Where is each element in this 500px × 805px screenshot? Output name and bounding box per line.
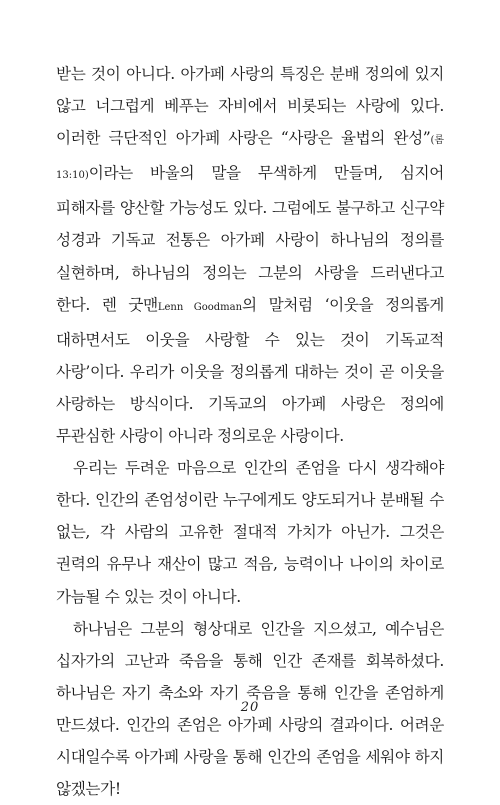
paragraph-text: 이라는 바울의 말을 무색하게 만들며, 심지어 피해자를 양산할 가능성도 있다. 그럼에도 불구하고 신구약 성경과 기독교 전통은 아가페 사랑이 하나님의 정의를 실현하며, 하나님의 정의는 그분의 사랑을 드러낸다고 한다. 렌 굿맨	[56, 164, 444, 314]
paragraph-human-dignity: 우리는 두려운 마음으로 인간의 존엄을 다시 생각해야 한다. 인간의 존엄성이란 누구에게도 양도되거나 분배될 수 없는, 각 사람의 고유한 절대적 가치가 아닌가. 그것은 권력의 유무나 재산이 많고 적음, 능력이나 나이의 차이로 가늠될 수 있는 것이 아니다.	[56, 459, 444, 606]
paragraph-agape-justice	[56, 58, 444, 452]
english-name: Lenn Goodman	[157, 301, 243, 313]
paragraph-god-image: 하나님은 그분의 형상대로 인간을 지으셨고, 예수님은 십자가의 고난과 죽음을 통해 인간 존재를 회복하셨다. 하나님은 자기 축소와 자기 죽음을 통해 인간을 존엄하게 만드셨다. 인간의 존엄은 아가페 사랑의 결과이다. 어려운 시대일수록 아가페 사랑을 통해 인간의 존엄을 세워야 하지 않겠는가!	[56, 619, 444, 799]
page-number: 20	[240, 700, 260, 715]
paragraph-text: 의 말처럼 ‘이웃을 정의롭게 대하면서도 이웃을 사랑할 수 있는 것이 기독교적 사랑’이다. 우리가 이웃을 정의롭게 대하는 것이 곧 이웃을 사랑하는 방식이다. 기독교의 아가페 사랑은 정의에 무관심한 사랑이 아니라 정의로운 사랑이다.	[56, 295, 445, 446]
body-text	[56, 58, 444, 805]
bible-reference: (롬 13:10)	[56, 135, 444, 182]
paragraph-text: 받는 것이 아니다. 아가페 사랑의 특징은 분배 정의에 있지 않고 너그럽게 베푸는 자비에서 비롯되는 사랑에 있다. 이러한 극단적인 아가페 사랑은 “사랑은 율법의 완성”	[56, 65, 444, 148]
